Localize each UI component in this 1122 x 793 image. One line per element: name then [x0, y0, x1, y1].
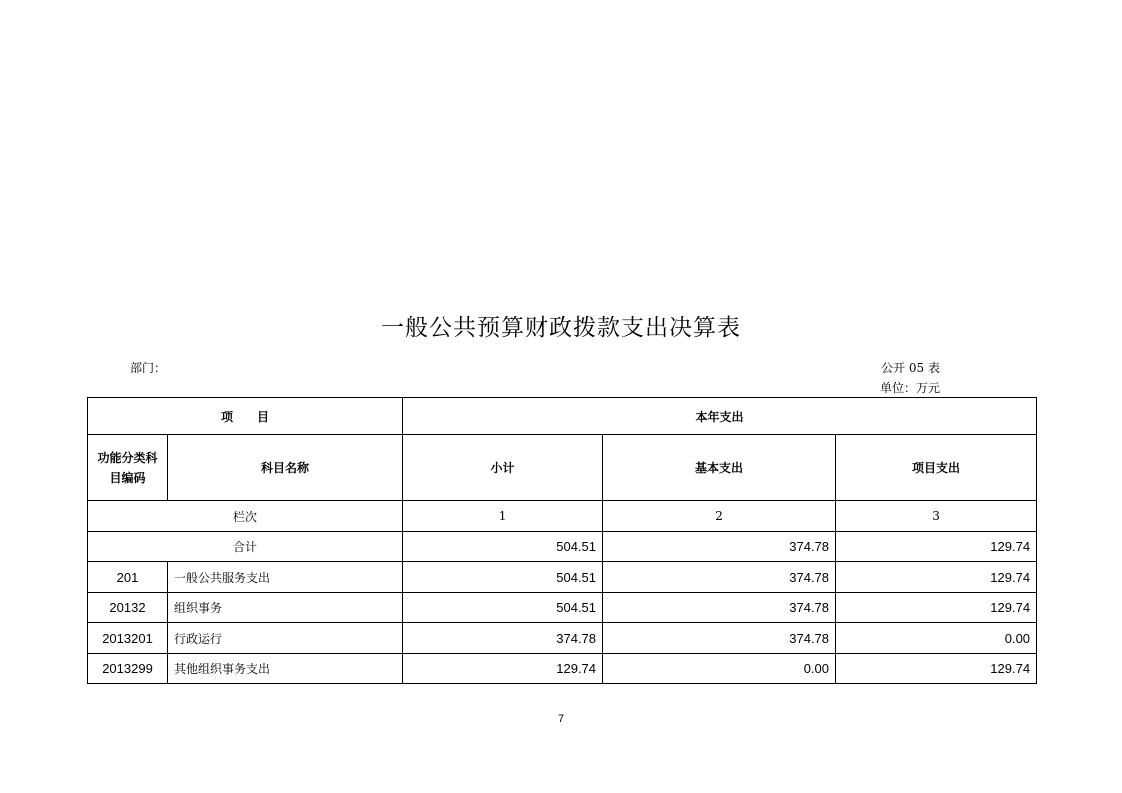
header-project: 项 目: [88, 398, 403, 435]
form-number: 公开 05 表: [881, 361, 940, 375]
header-func-code: 功能分类科目编码: [88, 435, 168, 501]
row-name: 其他组织事务支出: [168, 654, 403, 684]
row-code: 2013299: [88, 654, 168, 684]
total-label: 合计: [88, 532, 403, 562]
table-row: [88, 623, 1037, 654]
page-title: 一般公共预算财政拨款支出决算表: [381, 315, 741, 341]
column-index-2: 2: [603, 501, 836, 532]
total-row: [88, 532, 1037, 562]
column-index-3: 3: [836, 501, 1037, 532]
row-name: 一般公共服务支出: [168, 562, 403, 593]
row-name: 行政运行: [168, 623, 403, 654]
row-subtotal: 374.78: [403, 623, 603, 654]
budget-table: [87, 397, 1037, 684]
header-project-expense: 项目支出: [836, 435, 1037, 501]
total-subtotal: 504.51: [403, 532, 603, 562]
column-index-1: 1: [403, 501, 603, 532]
table-row: [88, 562, 1037, 593]
header-basic-expense: 基本支出: [603, 435, 836, 501]
row-project: 129.74: [836, 654, 1037, 684]
table-header-row-1: [88, 398, 1037, 435]
column-index-row: [88, 501, 1037, 532]
row-project: 129.74: [836, 562, 1037, 593]
header-subtotal: 小计: [403, 435, 603, 501]
row-code: 2013201: [88, 623, 168, 654]
row-basic: 0.00: [603, 654, 836, 684]
page-number: 7: [557, 713, 565, 725]
table-row: [88, 593, 1037, 623]
header-subject-name: 科目名称: [168, 435, 403, 501]
row-basic: 374.78: [603, 593, 836, 623]
row-code: 20132: [88, 593, 168, 623]
row-name: 组织事务: [168, 593, 403, 623]
total-basic: 374.78: [603, 532, 836, 562]
row-project: 129.74: [836, 593, 1037, 623]
header-current-year-expense: 本年支出: [403, 398, 1037, 435]
row-subtotal: 504.51: [403, 593, 603, 623]
column-index-label: 栏次: [88, 501, 403, 532]
table-row: [88, 654, 1037, 684]
department-label: 部门：: [130, 361, 167, 375]
unit-label: 单位：万元: [879, 381, 940, 395]
row-subtotal: 129.74: [403, 654, 603, 684]
row-project: 0.00: [836, 623, 1037, 654]
table-header-row-2: [88, 435, 1037, 501]
row-code: 201: [88, 562, 168, 593]
row-basic: 374.78: [603, 562, 836, 593]
total-project: 129.74: [836, 532, 1037, 562]
row-basic: 374.78: [603, 623, 836, 654]
row-subtotal: 504.51: [403, 562, 603, 593]
